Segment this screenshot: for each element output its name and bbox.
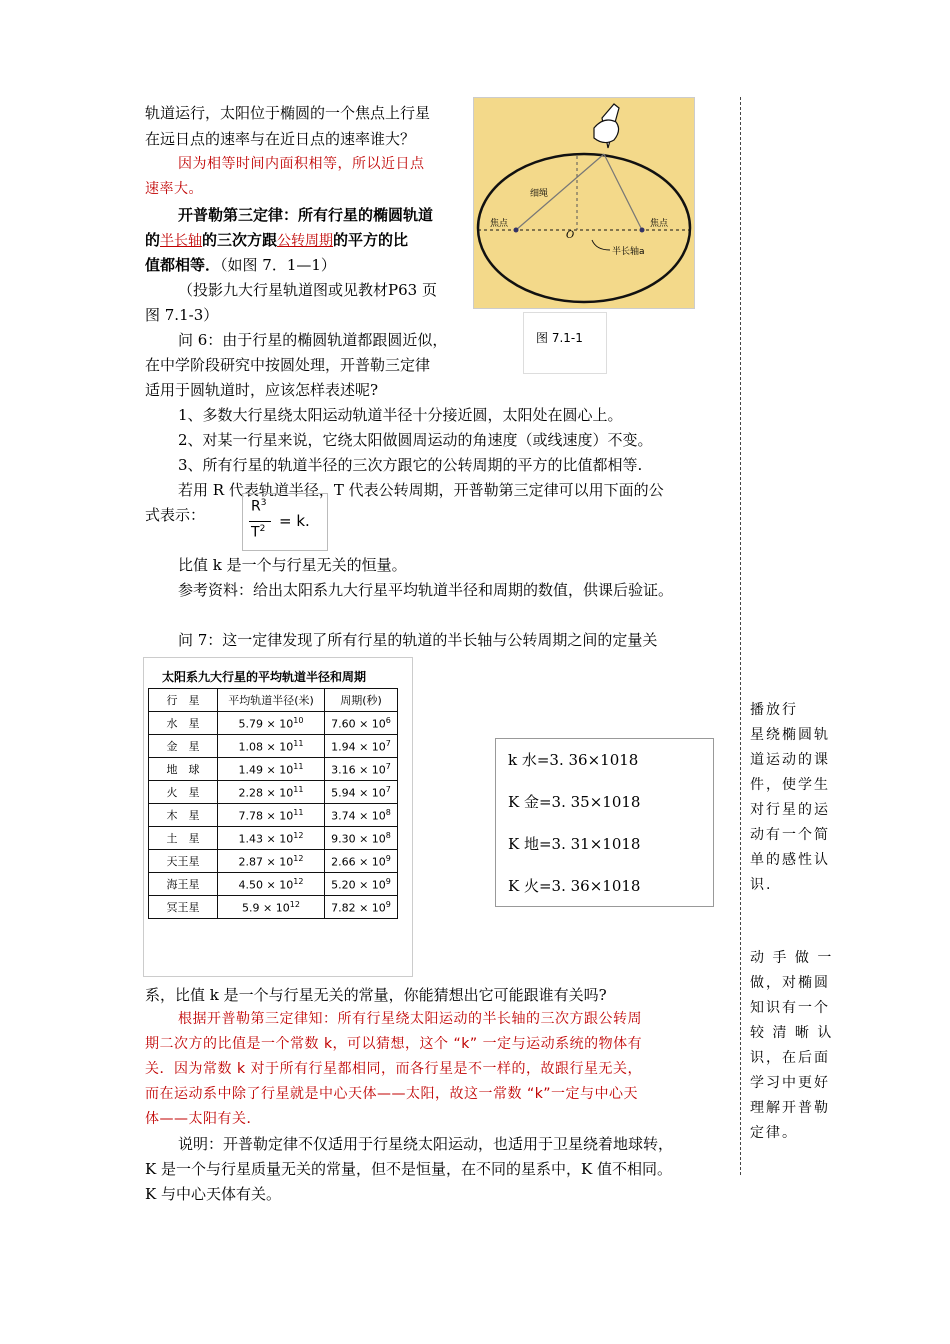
law-text: 的三次方跟 xyxy=(202,231,278,249)
orbit-radius: $2.28 \times 10^{11}$ xyxy=(218,781,325,804)
formula-r: R xyxy=(251,498,261,515)
question-6: 问 6：由于行星的椭圆轨道都跟圆近似， xyxy=(178,331,448,349)
text-line: 适用于圆轨道时，应该怎样表述呢? xyxy=(145,381,379,399)
margin-note-line: 做，对椭圆 xyxy=(750,975,830,991)
formula-t: T xyxy=(251,524,260,541)
orbit-radius: $1.08 \times 10^{11}$ xyxy=(218,735,325,758)
formula-box xyxy=(242,493,328,551)
margin-note-2 xyxy=(750,946,834,1146)
label-semi-axis: 半长轴a xyxy=(612,247,645,257)
text-line: 图 7.1-3） xyxy=(145,306,219,324)
planet-name: 火 星 xyxy=(149,781,218,804)
margin-note-line: 播放行 xyxy=(750,702,798,718)
margin-note-line: 星绕椭圆轨 xyxy=(750,727,830,743)
planet-name: 地 球 xyxy=(149,758,218,781)
table-header: 行 星 xyxy=(149,689,218,712)
term-semi-axis: 半长轴 xyxy=(160,233,203,249)
margin-divider xyxy=(740,97,741,1175)
ellipse-figure xyxy=(473,97,695,309)
semi-axis-pointer xyxy=(592,240,610,250)
table-row xyxy=(149,873,398,896)
orbit-radius: $7.78 \times 10^{11}$ xyxy=(218,804,325,827)
table-header: 周期(秒) xyxy=(325,689,398,712)
table-row xyxy=(149,735,398,758)
term-period: 公转周期 xyxy=(277,233,334,249)
k-value: K 火=3. 36×1018 xyxy=(508,877,641,895)
orbit-period: $7.82 \times 10^9$ xyxy=(325,896,398,919)
text-line: 若用 R 代表轨道半径，T 代表公转周期，开普勒第三定律可以用下面的公 xyxy=(178,481,664,499)
planet-name: 水 星 xyxy=(149,712,218,735)
law-text: 的平方的比 xyxy=(333,231,409,249)
table-header-row xyxy=(149,689,398,712)
table-row xyxy=(149,896,398,919)
margin-note-line: 道运动的课 xyxy=(750,752,830,768)
table-row xyxy=(149,804,398,827)
string-right xyxy=(604,154,642,230)
margin-note-line: 理解开普勒 xyxy=(750,1100,830,1116)
table-row xyxy=(149,850,398,873)
answer-line: 体——太阳有关． xyxy=(145,1111,261,1127)
planet-data-table-image xyxy=(143,657,413,977)
margin-note-line: 较 清 晰 认 xyxy=(750,1025,834,1041)
orbit-period: $3.74 \times 10^8$ xyxy=(325,804,398,827)
margin-note-line: 件，使学生 xyxy=(750,777,830,793)
focus-right-point xyxy=(640,228,645,233)
table-title: 太阳系九大行星的平均轨道半径和周期 xyxy=(162,670,367,684)
figure-ref: （如图 7．1—1） xyxy=(220,256,336,274)
label-focus-right: 焦点 xyxy=(650,219,669,229)
planet-name: 天王星 xyxy=(149,850,218,873)
focus-left-point xyxy=(514,228,519,233)
label-string: 细绳 xyxy=(530,189,549,199)
planet-table xyxy=(148,688,398,919)
answer-line: 期二次方的比值是一个常数 k，可以猜想，这个 “k” 一定与运动系统的物体有 xyxy=(145,1036,643,1052)
fraction-bar xyxy=(249,521,271,522)
label-focus-left: 焦点 xyxy=(490,219,509,229)
text-line: 在中学阶段研究中按圆处理，开普勒三定律 xyxy=(145,356,431,374)
k-value: K 金=3. 35×1018 xyxy=(508,793,641,811)
answer-line: 速率大。 xyxy=(145,181,203,197)
figure-caption: 图 7.1-1 xyxy=(536,331,583,345)
orbit-period: $3.16 \times 10^7$ xyxy=(325,758,398,781)
law-line xyxy=(145,255,336,275)
orbit-period: $9.30 \times 10^8$ xyxy=(325,827,398,850)
margin-note-line: 定律。 xyxy=(750,1125,798,1141)
text-line: 比值 k 是一个与行星无关的恒量。 xyxy=(178,556,407,574)
k-value: k 水=3. 36×1018 xyxy=(508,751,639,769)
table-row xyxy=(149,827,398,850)
orbit-period: $5.20 \times 10^9$ xyxy=(325,873,398,896)
margin-note-line: 对行星的运 xyxy=(750,802,830,818)
text-line: 轨道运行，太阳位于椭圆的一个焦点上行星 xyxy=(145,104,431,122)
margin-note-line: 单的感性认 xyxy=(750,852,830,868)
figure-caption-box xyxy=(523,312,607,374)
k-value: K 地=3. 31×1018 xyxy=(508,835,641,853)
orbit-period: $7.60 \times 10^6$ xyxy=(325,712,398,735)
planet-name: 海王星 xyxy=(149,873,218,896)
orbit-period: $1.94 \times 10^7$ xyxy=(325,735,398,758)
law-line: 开普勒第三定律：所有行星的椭圆轨道 xyxy=(178,206,434,224)
point-2: 2、对某一行星来说，它绕太阳做圆周运动的角速度（或线速度）不变。 xyxy=(178,431,653,449)
margin-note-line: 学习中更好 xyxy=(750,1075,830,1091)
orbit-radius: $2.87 \times 10^{12}$ xyxy=(218,850,325,873)
orbit-period: $5.94 \times 10^7$ xyxy=(325,781,398,804)
note-line: K 与中心天体有关。 xyxy=(145,1185,281,1203)
reference-line: 参考资料：给出太阳系九大行星平均轨道半径和周期的数值，供课后验证。 xyxy=(178,581,674,599)
text-line: 系，比值 k 是一个与行星无关的常量，你能猜想出它可能跟谁有关吗? xyxy=(145,986,607,1004)
planet-name: 金 星 xyxy=(149,735,218,758)
planet-name: 土 星 xyxy=(149,827,218,850)
orbit-period: $2.66 \times 10^9$ xyxy=(325,850,398,873)
table-row xyxy=(149,712,398,735)
law-text: 值都相等． xyxy=(145,256,221,274)
hand-palm-icon xyxy=(594,120,619,143)
orbit-radius: $1.49 \times 10^{11}$ xyxy=(218,758,325,781)
question-7: 问 7：这一定律发现了所有行星的轨道的半长轴与公转周期之间的定量关 xyxy=(178,631,658,649)
margin-note-line: 知识有一个 xyxy=(750,1000,830,1016)
formula-numerator xyxy=(251,498,266,515)
table-header: 平均轨道半径(米) xyxy=(218,689,325,712)
formula-denominator xyxy=(251,524,265,541)
margin-note-line: 识. xyxy=(750,877,773,893)
text-line: 式表示： xyxy=(145,506,206,524)
orbit-radius: $4.50 \times 10^{12}$ xyxy=(218,873,325,896)
law-text: 的 xyxy=(145,231,161,249)
planet-name: 木 星 xyxy=(149,804,218,827)
table-row xyxy=(149,781,398,804)
formula-rhs: = k. xyxy=(279,512,310,530)
point-3: 3、所有行星的轨道半径的三次方跟它的公转周期的平方的比值都相等. xyxy=(178,456,643,474)
formula-r-exp: 3 xyxy=(260,498,267,508)
text-line: 在远日点的速率与在近日点的速率谁大？ xyxy=(145,130,416,148)
k-values-box xyxy=(495,738,714,907)
label-center: O xyxy=(566,230,575,241)
note-line: 说明：开普勒定律不仅适用于行星绕太阳运动，也适用于卫星绕着地球转， xyxy=(178,1135,674,1153)
answer-line: 根据开普勒第三定律知：所有行星绕太阳运动的半长轴的三次方跟公转周 xyxy=(178,1011,642,1027)
margin-note-line: 识，在后面 xyxy=(750,1050,830,1066)
orbit-radius: $1.43 \times 10^{12}$ xyxy=(218,827,325,850)
orbit-radius: $5.79 \times 10^{10}$ xyxy=(218,712,325,735)
margin-note-1 xyxy=(750,698,834,898)
law-line xyxy=(145,230,408,251)
formula-t-exp: 2 xyxy=(259,524,266,534)
orbit-radius: $5.9 \times 10^{12}$ xyxy=(218,896,325,919)
margin-note-line: 动有一个简 xyxy=(750,827,830,843)
text-line: （投影九大行星轨道图或见教材P63 页 xyxy=(178,281,437,299)
answer-line: 而在运动系中除了行星就是中心天体——太阳，故这一常数 “k”一定与中心天 xyxy=(145,1086,639,1102)
margin-note-line: 动 手 做 一 xyxy=(750,950,834,966)
table-row xyxy=(149,758,398,781)
answer-line: 因为相等时间内面积相等，所以近日点 xyxy=(178,156,425,172)
note-line: K 是一个与行星质量无关的常量，但不是恒量，在不同的星系中，K 值不相同。 xyxy=(145,1160,672,1178)
planet-name: 冥王星 xyxy=(149,896,218,919)
ellipse-diagram xyxy=(474,98,694,308)
point-1: 1、多数大行星绕太阳运动轨道半径十分接近圆，太阳处在圆心上。 xyxy=(178,406,623,424)
answer-line: 关．因为常数 k 对于所有行星都相同，而各行星是不一样的，故跟行星无关， xyxy=(145,1061,643,1077)
